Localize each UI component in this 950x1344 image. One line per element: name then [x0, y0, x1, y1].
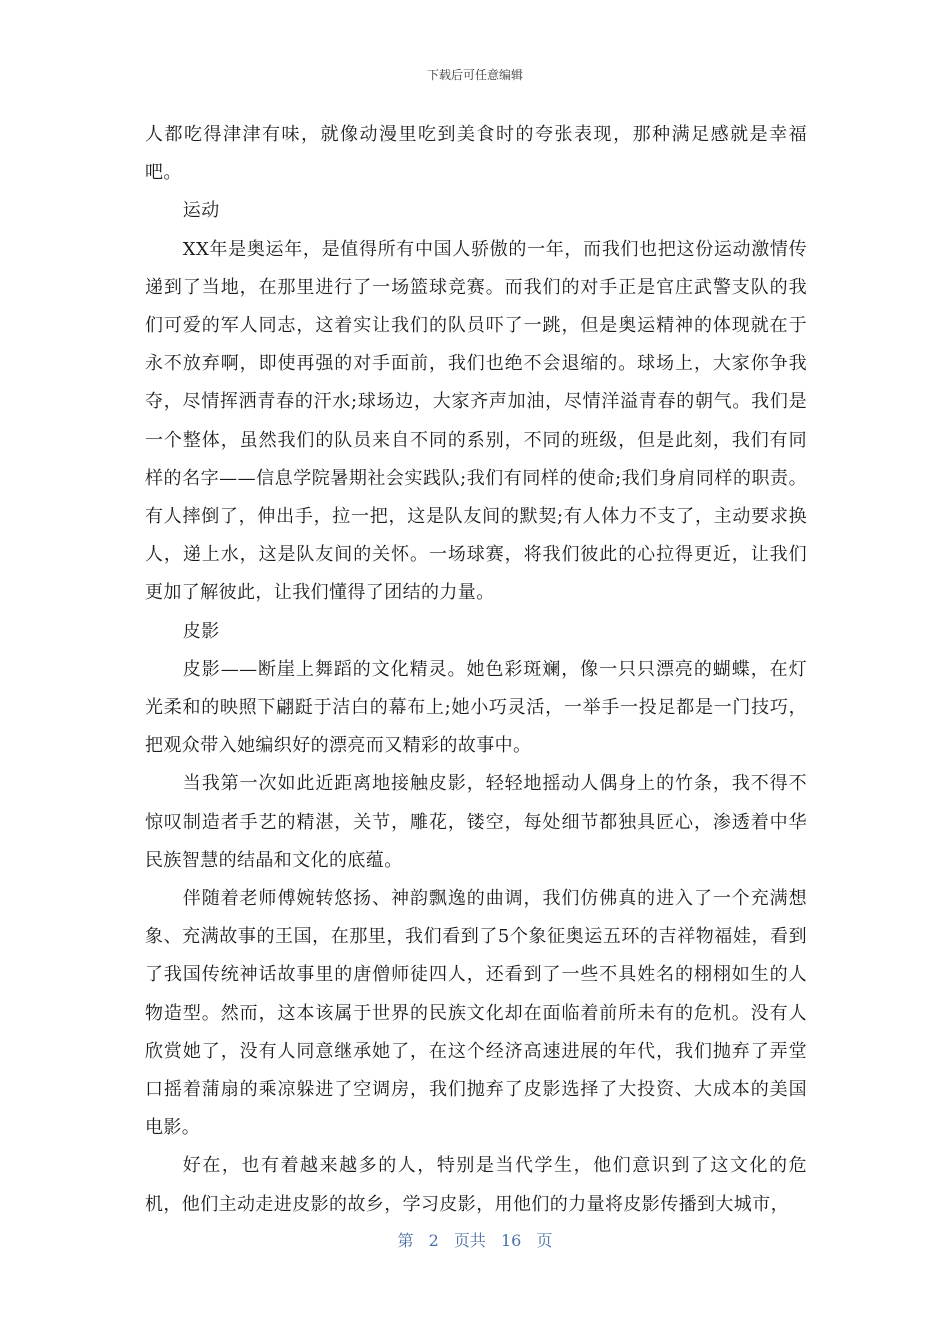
paragraph-shadow-puppet-hope: 好在，也有着越来越多的人，特别是当代学生，他们意识到了这文化的危机，他们主动走进皮影的故乡，学习皮影，用他们的力量将皮影传播到大城市， [145, 1155, 807, 1215]
paragraph-shadow-puppet-intro: 皮影——断崖上舞蹈的文化精灵。她色彩斑斓，像一只只漂亮的蝴蝶，在灯光柔和的映照下翩跹于洁白的幕布上;她小巧灵活，一举手一投足都是一门技巧，把观众带入她编织好的漂亮而又精彩的故事中。 [145, 658, 807, 757]
page-footer: 第 2 页共 16 页 [397, 1231, 553, 1250]
paragraph-shadow-puppet-contact: 当我第一次如此近距离地接触皮影，轻轻地摇动人偶身上的竹条，我不得不惊叹制造者手艺的精湛，关节，雕花，镂空，每处细节都独具匠心，渗透着中华民族智慧的结晶和文化的底蕴。 [145, 773, 807, 871]
section-heading-sports: 运动 [182, 200, 220, 222]
page-header: 下载后可任意编辑 [426, 68, 523, 82]
section-heading-shadow-puppet: 皮影 [182, 620, 220, 642]
paragraph-shadow-puppet-crisis: 伴随着老师傅婉转悠扬、神韵飘逸的曲调，我们仿佛真的进入了一个充满想象、充满故事的王国，在那里，我们看到了5个象征奥运五环的吉祥物福娃，看到了我国传统神话故事里的唐僧师徒四人，还看到了一些不具姓名的栩栩如生的人物造型。然而，这本该属于世界的民族文化却在面临着前所未有的危机。没有人欣赏她了，没有人同意继承她了，在这个经济高速进展的年代，我们抛弃了弄堂口摇着蒲扇的乘凉躲进了空调房，我们抛弃了皮影选择了大投资、大成本的美国电影。 [145, 888, 807, 1139]
paragraph-sports: XX年是奥运年，是值得所有中国人骄傲的一年，而我们也把这份运动激情传递到了当地，在那里进行了一场篮球竞赛。而我们的对手正是官庄武警支队的我们可爱的军人同志，这着实让我们的队员吓了一跳，但是奥运精神的体现就在于永不放弃啊，即使再强的对手面前，我们也绝不会退缩的。球场上，大家你争我夺，尽情挥洒青春的汗水;球场边，大家齐声加油，尽情洋溢青春的朝气。我们是一个整体，虽然我们的队员来自不同的系别，不同的班级，但是此刻，我们有同样的名字——信息学院暑期社会实践队;我们有同样的使命;我们身肩同样的职责。有人摔倒了，伸出手，拉一把，这是队友间的默契;有人体力不支了，主动要求换人，递上水，这是队友间的关怀。一场球赛，将我们彼此的心拉得更近，让我们更加了解彼此，让我们懂得了团结的力量。 [145, 238, 807, 604]
document-body [145, 116, 807, 1224]
paragraph-continued: 人都吃得津津有味，就像动漫里吃到美食时的夸张表现，那种满足感就是幸福吧。 [145, 124, 807, 184]
